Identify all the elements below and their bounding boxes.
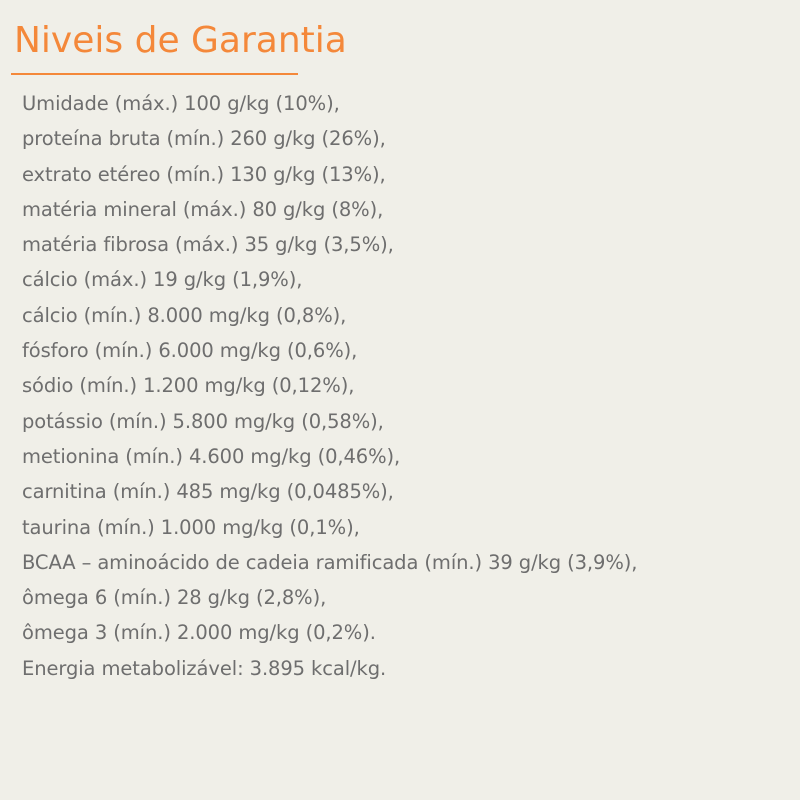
list-item: proteína bruta (mín.) 260 g/kg (26%),: [22, 127, 386, 151]
list-item: sódio (mín.) 1.200 mg/kg (0,12%),: [22, 374, 355, 398]
list-item: cálcio (máx.) 19 g/kg (1,9%),: [22, 268, 303, 292]
list-item: Umidade (máx.) 100 g/kg (10%),: [22, 92, 340, 115]
list-item: fósforo (mín.) 6.000 mg/kg (0,6%),: [22, 339, 358, 363]
list-item: cálcio (mín.) 8.000 mg/kg (0,8%),: [22, 303, 347, 327]
list-item: carnitina (mín.) 485 mg/kg (0,0485%),: [22, 480, 394, 504]
list-item: potássio (mín.) 5.800 mg/kg (0,58%),: [22, 409, 384, 433]
guaranteed-levels-list: [22, 86, 637, 686]
page-title: Niveis de Garantia: [14, 20, 347, 61]
list-item: taurina (mín.) 1.000 mg/kg (0,1%),: [22, 515, 360, 539]
list-item: ômega 6 (mín.) 28 g/kg (2,8%),: [22, 586, 327, 610]
list-item: matéria mineral (máx.) 80 g/kg (8%),: [22, 197, 384, 221]
list-item: metionina (mín.) 4.600 mg/kg (0,46%),: [22, 444, 401, 468]
list-item: ômega 3 (mín.) 2.000 mg/kg (0,2%).: [22, 621, 376, 645]
list-item: Energia metabolizável: 3.895 kcal/kg.: [22, 656, 387, 680]
list-item: extrato etéreo (mín.) 130 g/kg (13%),: [22, 162, 386, 186]
list-item: matéria fibrosa (máx.) 35 g/kg (3,5%),: [22, 233, 394, 257]
list-item: BCAA – aminoácido de cadeia ramificada (mín.) 39 g/kg (3,9%),: [22, 550, 638, 574]
title-underline: [11, 73, 298, 75]
